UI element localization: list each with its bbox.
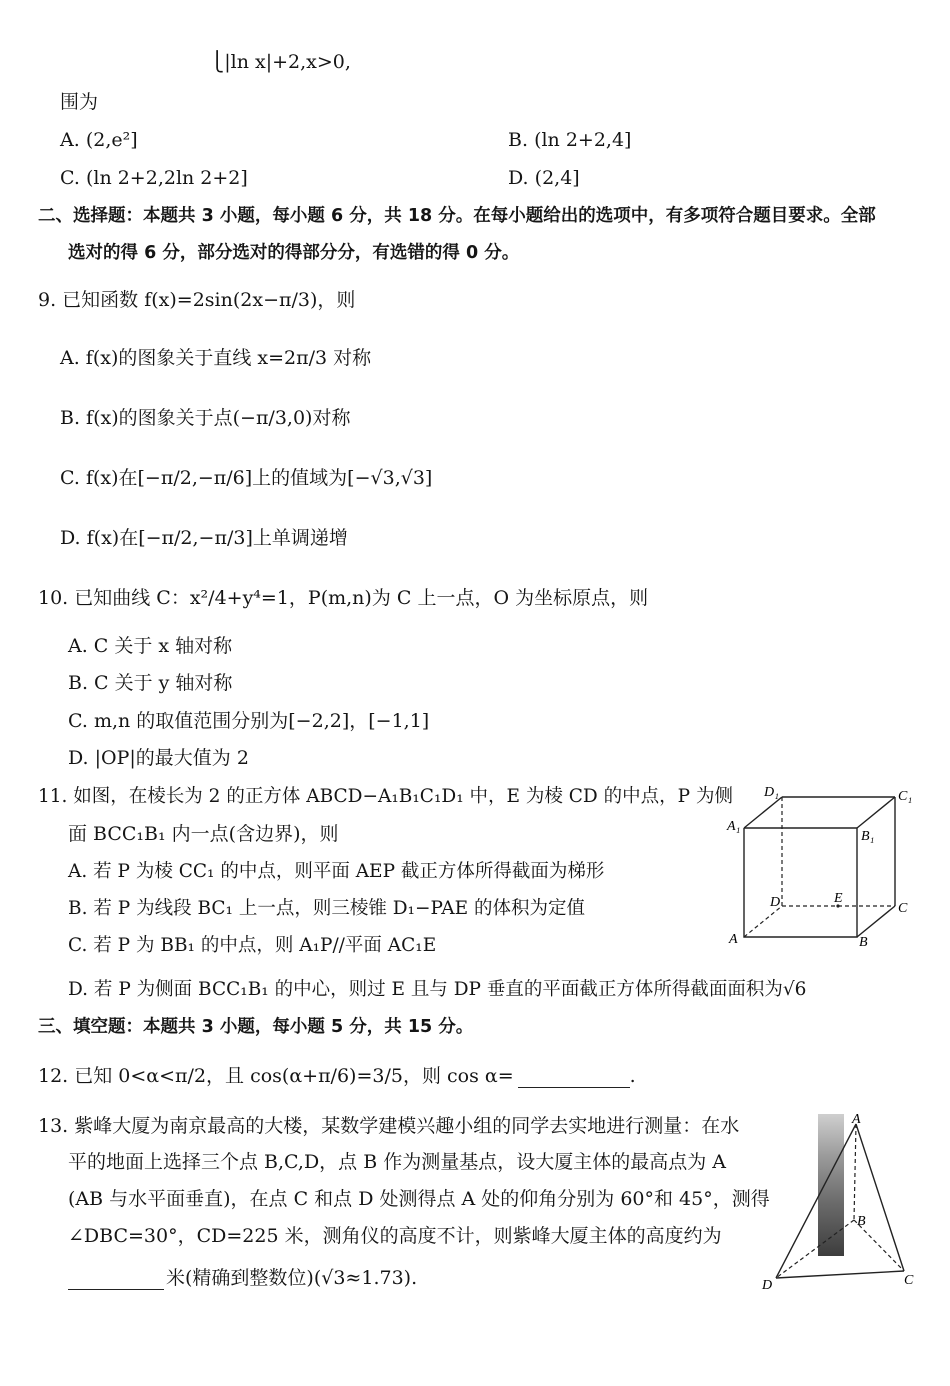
label-a-top: A bbox=[852, 1112, 861, 1127]
q13-line4: ∠DBC=30°，CD=225 米，测角仪的高度不计，则紫峰大厦主体的高度约为 bbox=[68, 1225, 722, 1247]
q10-option-a[interactable]: A. C 关于 x 轴对称 bbox=[68, 635, 233, 657]
q11-stem-line1: 11. 如图，在棱长为 2 的正方体 ABCD−A₁B₁C₁D₁ 中，E 为棱 CD 的中点，P 为侧 bbox=[38, 786, 733, 807]
cube-front-face bbox=[744, 828, 857, 937]
q9-option-b[interactable]: B. f(x)的图象关于点(−π/3,0)对称 bbox=[60, 407, 351, 429]
q12-stem bbox=[38, 1064, 636, 1088]
section2-header-line2: 选对的得 6 分，部分选对的得部分分，有选错的得 0 分。 bbox=[68, 243, 520, 263]
edge-b1-c1 bbox=[857, 797, 895, 828]
label-c1: C₁ bbox=[898, 789, 913, 804]
q8-option-c[interactable] bbox=[60, 166, 248, 190]
label-c: C bbox=[898, 901, 908, 916]
q8-piecewise-tail: ⎩|ln x|+2,x>0, bbox=[210, 51, 351, 73]
hidden-edge-a-d bbox=[744, 906, 782, 937]
q11-option-d[interactable]: D. 若 P 为侧面 BCC₁B₁ 的中心，则过 E 且与 DP 垂直的平面截正方体所得截面面积为√6 bbox=[68, 979, 807, 1000]
q13-line3: (AB 与水平面垂直)，在点 C 和点 D 处测得点 A 处的仰角分别为 60°和 45°，测得 bbox=[68, 1188, 770, 1210]
label-c-base: C bbox=[904, 1273, 914, 1288]
q10-stem: 10. 已知曲线 C：x²/4+y⁴=1，P(m,n)为 C 上一点，O 为坐标原点，则 bbox=[38, 587, 649, 609]
q12-answer-blank[interactable] bbox=[518, 1069, 630, 1088]
q10-option-d[interactable]: D. |OP|的最大值为 2 bbox=[68, 747, 249, 769]
q12-end: . bbox=[629, 1065, 636, 1087]
label-a1: A₁ bbox=[727, 819, 741, 834]
q8-option-d[interactable] bbox=[508, 166, 580, 190]
q8-option-c-label: C. bbox=[60, 167, 80, 189]
q9-stem: 9. 已知函数 f(x)=2sin(2x−π/3)，则 bbox=[38, 289, 356, 311]
q13-line5 bbox=[68, 1266, 417, 1290]
q8-option-a-label: A. bbox=[60, 129, 80, 151]
q9-option-c[interactable]: C. f(x)在[−π/2,−π/6]上的值域为[−√3,√3] bbox=[60, 467, 433, 489]
label-d1: D₁ bbox=[764, 785, 779, 800]
q13-answer-blank[interactable] bbox=[68, 1271, 164, 1290]
q8-option-a[interactable] bbox=[60, 128, 138, 152]
q12-stem-text: 12. 已知 0<α<π/2，且 cos(α+π/6)=3/5，则 cos α= bbox=[38, 1065, 514, 1087]
q9-option-a[interactable]: A. f(x)的图象关于直线 x=2π/3 对称 bbox=[60, 347, 372, 369]
q9-option-d[interactable]: D. f(x)在[−π/2,−π/3]上单调递增 bbox=[60, 527, 348, 549]
hidden-edge-a-b bbox=[854, 1124, 856, 1220]
q11-stem-line2: 面 BCC₁B₁ 内一点(含边界)，则 bbox=[68, 823, 339, 845]
label-e: E bbox=[834, 891, 843, 906]
cube-figure bbox=[724, 780, 920, 950]
q10-option-c[interactable]: C. m,n 的取值范围分别为[−2,2]，[−1,1] bbox=[68, 710, 430, 732]
edge-a-c bbox=[856, 1124, 904, 1271]
q8-option-b-text: (ln 2+2,4] bbox=[534, 129, 632, 151]
hidden-edge-b-d bbox=[776, 1220, 854, 1278]
edge-d-c bbox=[776, 1271, 904, 1278]
q8-option-c-text: (ln 2+2,2ln 2+2] bbox=[85, 167, 248, 189]
q10-option-b[interactable]: B. C 关于 y 轴对称 bbox=[68, 672, 233, 694]
q8-option-a-text: (2,e²] bbox=[85, 129, 138, 151]
edge-b-c bbox=[857, 906, 895, 937]
q11-option-c[interactable]: C. 若 P 为 BB₁ 的中点，则 A₁P//平面 AC₁E bbox=[68, 935, 437, 956]
section2-header-line1: 二、选择题：本题共 3 小题，每小题 6 分，共 18 分。在每小题给出的选项中，有多项符合题目要求。全部 bbox=[38, 206, 876, 226]
q8-option-d-text: (2,4] bbox=[534, 167, 580, 189]
pyramid-figure bbox=[756, 1108, 916, 1290]
q13-line5-text: 米(精确到整数位)(√3≈1.73). bbox=[166, 1267, 418, 1289]
q8-range-label: 围为 bbox=[60, 91, 99, 113]
label-b: B bbox=[859, 935, 868, 950]
q13-line1: 13. 紫峰大厦为南京最高的大楼，某数学建模兴趣小组的同学去实地进行测量：在水 bbox=[38, 1115, 740, 1137]
label-b-base: B bbox=[857, 1214, 866, 1229]
q8-option-b-label: B. bbox=[508, 129, 529, 151]
edge-a1-d1 bbox=[744, 797, 782, 828]
label-b1: B₁ bbox=[861, 829, 875, 844]
section3-header: 三、填空题：本题共 3 小题，每小题 5 分，共 15 分。 bbox=[38, 1017, 474, 1037]
q13-line2: 平的地面上选择三个点 B,C,D，点 B 作为测量基点，设大厦主体的最高点为 A bbox=[68, 1151, 726, 1173]
q11-option-a[interactable]: A. 若 P 为棱 CC₁ 的中点，则平面 AEP 截正方体所得截面为梯形 bbox=[68, 861, 605, 882]
q8-option-b[interactable] bbox=[508, 128, 631, 152]
label-d: D bbox=[770, 895, 781, 910]
label-a: A bbox=[729, 932, 738, 947]
q8-option-d-label: D. bbox=[508, 167, 529, 189]
label-d-base: D bbox=[762, 1278, 773, 1290]
q11-option-b[interactable]: B. 若 P 为线段 BC₁ 上一点，则三棱锥 D₁−PAE 的体积为定值 bbox=[68, 898, 585, 919]
edge-a-d bbox=[776, 1124, 856, 1278]
